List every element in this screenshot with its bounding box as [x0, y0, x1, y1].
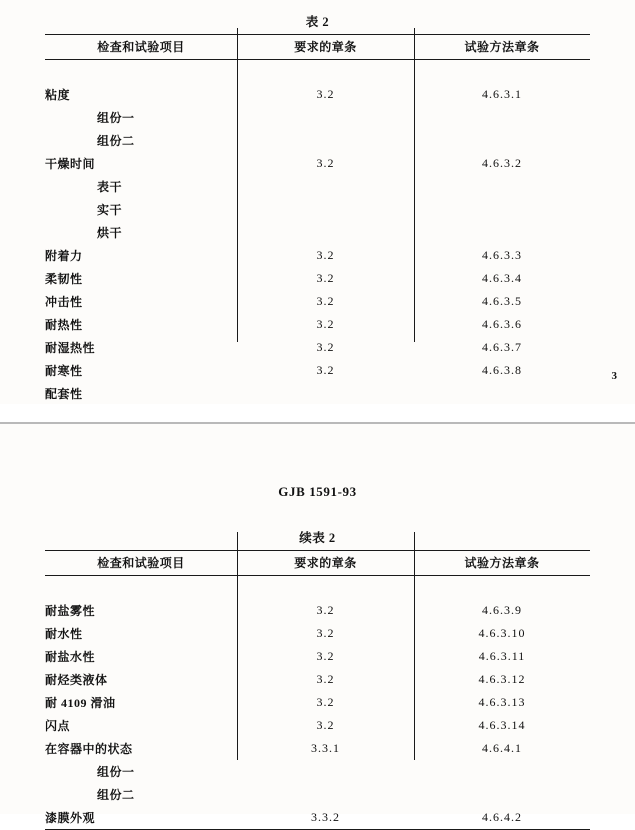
row-method-clause: 4.6.3.12	[478, 671, 526, 686]
row-method-clause	[414, 129, 590, 152]
spacer-cell	[45, 60, 237, 84]
row-method-clause	[414, 760, 590, 783]
row-item-label: 柔韧性	[45, 271, 83, 286]
row-item-label: 耐烃类液体	[45, 672, 108, 687]
table-1-col-requirement: 要求的章条	[294, 40, 357, 54]
row-requirement-clause: 3.2	[316, 270, 335, 285]
table-row	[45, 714, 590, 737]
table-row	[45, 129, 590, 152]
spacer-cell	[414, 60, 590, 84]
table-1	[45, 34, 590, 406]
row-method-clause: 4.6.3.3	[482, 247, 522, 262]
row-method-clause: 4.6.4.1	[482, 740, 522, 755]
table-2-body	[45, 576, 590, 830]
table-1-col-item: 检查和试验项目	[97, 40, 185, 54]
row-method-clause: 4.6.3.7	[482, 339, 522, 354]
table-1-vertical-rule-left	[237, 28, 238, 342]
row-item-label: 耐湿热性	[45, 340, 96, 355]
row-requirement-clause	[237, 106, 414, 129]
row-requirement-clause: 3.2	[316, 671, 335, 686]
row-requirement-clause: 3.2	[316, 293, 335, 308]
row-item-label: 实干	[97, 202, 123, 217]
row-item-label: 附着力	[45, 248, 83, 263]
table-row	[45, 691, 590, 714]
row-requirement-clause	[237, 783, 414, 806]
row-method-clause: 4.6.3.8	[482, 362, 522, 377]
row-method-clause	[414, 783, 590, 806]
table-row	[45, 382, 590, 406]
row-requirement-clause	[237, 760, 414, 783]
row-item-label: 冲击性	[45, 294, 83, 309]
table-row	[45, 152, 590, 175]
row-method-clause: 4.6.3.10	[478, 625, 526, 640]
row-requirement-clause: 3.2	[316, 247, 335, 262]
row-item-label: 粘度	[45, 87, 71, 102]
row-requirement-clause	[237, 198, 414, 221]
row-item-label: 耐水性	[45, 626, 83, 641]
table-row	[45, 336, 590, 359]
row-method-clause: 4.6.3.2	[482, 155, 522, 170]
table-1-body	[45, 60, 590, 406]
table-2-container	[45, 424, 590, 830]
row-requirement-clause: 3.2	[316, 602, 335, 617]
row-requirement-clause: 3.2	[316, 316, 335, 331]
row-method-clause: 4.6.3.6	[482, 316, 522, 331]
row-method-clause	[414, 221, 590, 244]
row-item-label: 干燥时间	[45, 156, 96, 171]
row-requirement-clause	[237, 382, 414, 406]
table-row	[45, 359, 590, 382]
row-item-label: 闪点	[45, 718, 71, 733]
page-number: 3	[611, 370, 617, 382]
table-1-col-method: 试验方法章条	[464, 40, 540, 54]
row-method-clause: 4.6.3.11	[478, 648, 526, 663]
table-row	[45, 175, 590, 198]
row-method-clause: 4.6.3.5	[482, 293, 522, 308]
row-item-label: 在容器中的状态	[45, 741, 133, 756]
row-method-clause: 4.6.3.1	[482, 86, 522, 101]
spacer-cell	[45, 576, 237, 600]
table-row	[45, 599, 590, 622]
table-row	[45, 760, 590, 783]
document-page-bottom	[0, 422, 635, 825]
row-requirement-clause: 3.3.1	[311, 740, 340, 755]
table-2-col-requirement: 要求的章条	[294, 556, 357, 570]
row-method-clause: 4.6.3.13	[478, 694, 526, 709]
row-item-label: 耐盐水性	[45, 649, 96, 664]
row-requirement-clause	[237, 175, 414, 198]
page-separator	[0, 404, 635, 422]
table-row	[45, 622, 590, 645]
table-row	[45, 221, 590, 244]
row-item-label: 耐寒性	[45, 363, 83, 378]
row-requirement-clause: 3.2	[316, 339, 335, 354]
table-row	[45, 290, 590, 313]
table-row	[45, 806, 590, 830]
table-row	[45, 783, 590, 806]
row-item-label: 组份二	[97, 787, 135, 802]
table-row	[45, 645, 590, 668]
row-item-label: 配套性	[45, 386, 83, 401]
spacer-cell	[237, 576, 414, 600]
row-method-clause	[414, 382, 590, 406]
document-page-top	[0, 0, 635, 406]
standard-code-header: GJB 1591-93	[278, 484, 357, 499]
table-2-col-method: 试验方法章条	[464, 556, 540, 570]
table-row-spacer	[45, 576, 590, 600]
table-row	[45, 106, 590, 129]
table-2	[45, 550, 590, 830]
table-row	[45, 267, 590, 290]
row-item-label: 表干	[97, 179, 123, 194]
row-item-label: 组份一	[97, 110, 135, 125]
row-item-label: 耐 4109 滑油	[45, 695, 116, 710]
row-method-clause	[414, 106, 590, 129]
row-requirement-clause	[237, 221, 414, 244]
spacer-cell	[237, 60, 414, 84]
row-item-label: 组份二	[97, 133, 135, 148]
table-1-vertical-rule-right	[414, 28, 415, 342]
row-item-label: 组份一	[97, 764, 135, 779]
table-2-vertical-rule-right	[414, 532, 415, 760]
row-requirement-clause: 3.2	[316, 625, 335, 640]
row-item-label: 耐热性	[45, 317, 83, 332]
table-row	[45, 737, 590, 760]
table-row	[45, 198, 590, 221]
row-requirement-clause: 3.2	[316, 155, 335, 170]
table-2-caption: 续表 2	[299, 531, 336, 545]
spacer-cell	[414, 576, 590, 600]
row-requirement-clause: 3.2	[316, 362, 335, 377]
row-requirement-clause: 3.2	[316, 717, 335, 732]
table-row-spacer	[45, 60, 590, 84]
row-method-clause	[414, 175, 590, 198]
row-method-clause: 4.6.3.9	[482, 602, 522, 617]
table-2-vertical-rule-left	[237, 532, 238, 760]
row-method-clause: 4.6.3.14	[478, 717, 526, 732]
table-2-header-row	[45, 551, 590, 576]
table-row	[45, 313, 590, 336]
row-item-label: 漆膜外观	[45, 810, 96, 825]
row-requirement-clause: 3.2	[316, 694, 335, 709]
table-row	[45, 668, 590, 691]
table-1-header-row	[45, 35, 590, 60]
row-requirement-clause: 3.2	[316, 648, 335, 663]
row-requirement-clause	[237, 129, 414, 152]
row-method-clause	[414, 198, 590, 221]
table-2-col-item: 检查和试验项目	[97, 556, 185, 570]
table-1-container	[45, 0, 590, 406]
row-requirement-clause: 3.3.2	[311, 809, 340, 824]
row-method-clause: 4.6.4.2	[482, 809, 522, 824]
table-row	[45, 244, 590, 267]
row-item-label: 烘干	[97, 225, 123, 240]
row-method-clause: 4.6.3.4	[482, 270, 522, 285]
table-1-caption: 表 2	[305, 15, 330, 29]
table-row	[45, 83, 590, 106]
row-requirement-clause: 3.2	[316, 86, 335, 101]
row-item-label: 耐盐雾性	[45, 603, 96, 618]
